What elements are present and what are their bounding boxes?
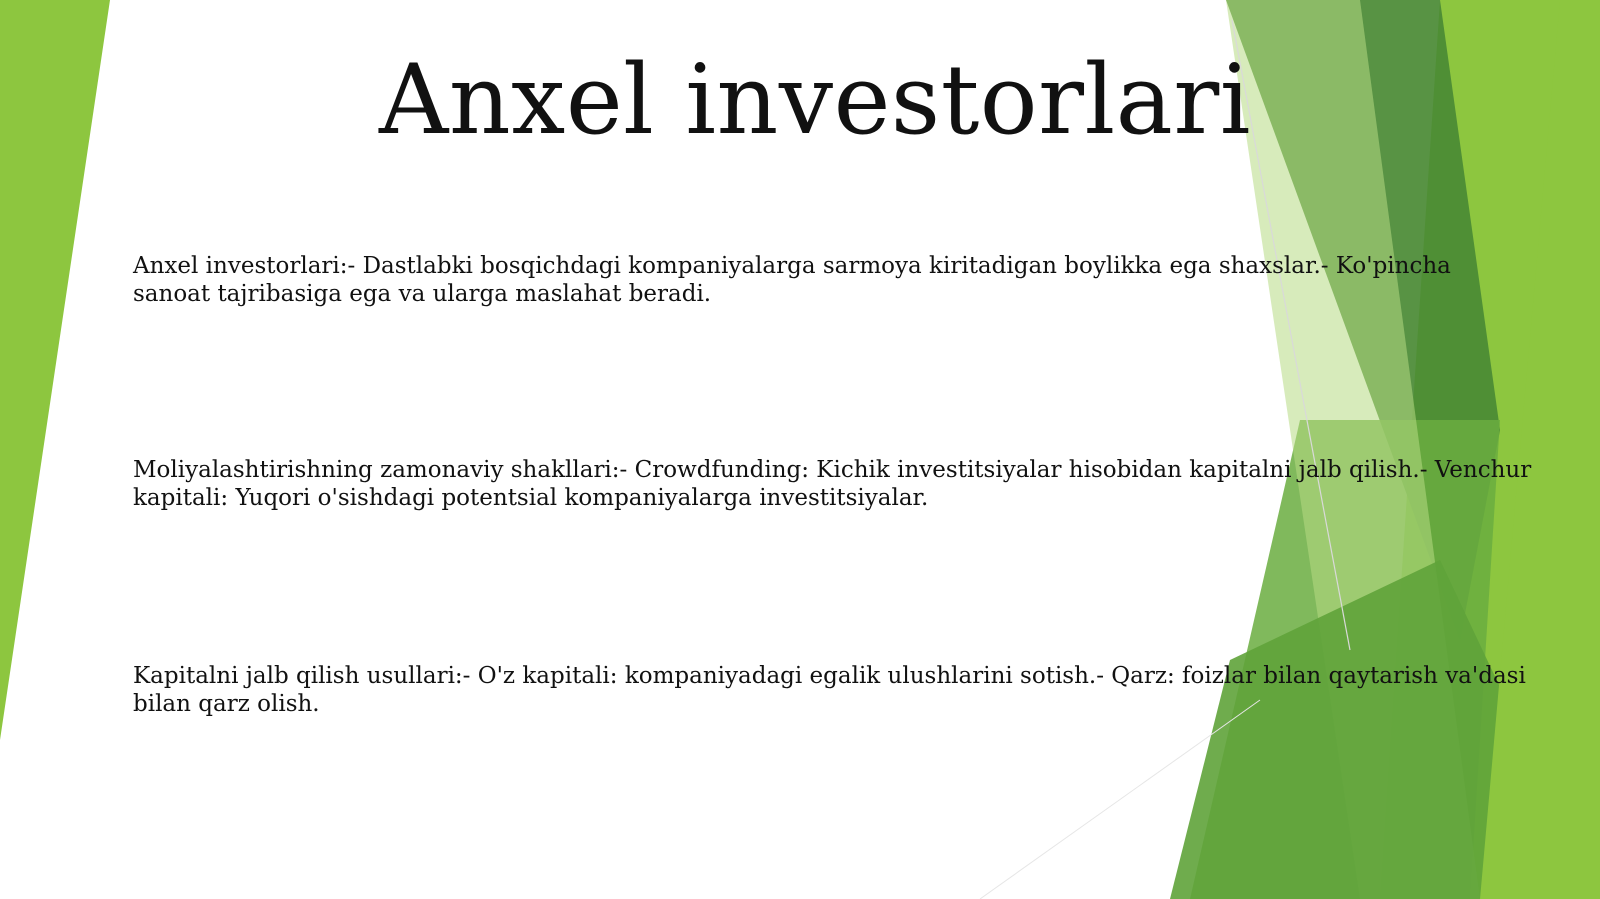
paragraph-angel-investors: Anxel investorlari:- Dastlabki bosqichdagi kompaniyalarga sarmoya kiritadigan boylikka ega shaxslar.- Ko'pincha sanoat tajribasiga ega va ularga maslahat beradi. xyxy=(133,253,1451,307)
paragraph-modern-financing: Moliyalashtirishning zamonaviy shakllari:- Crowdfunding: Kichik investitsiyalar hisobidan kapitalni jalb qilish.- Venchur kapitali: Yuqori o'sishdagi potentsial kompaniyalarga investitsiyalar. xyxy=(133,457,1532,511)
slide-title: Anxel investorlari xyxy=(379,44,1251,156)
paragraph-capital-raising: Kapitalni jalb qilish usullari:- O'z kapitali: kompaniyadagi egalik ulushlarini sotish.- Qarz: foizlar bilan qaytarish va'dasi bilan qarz olish. xyxy=(133,663,1526,717)
